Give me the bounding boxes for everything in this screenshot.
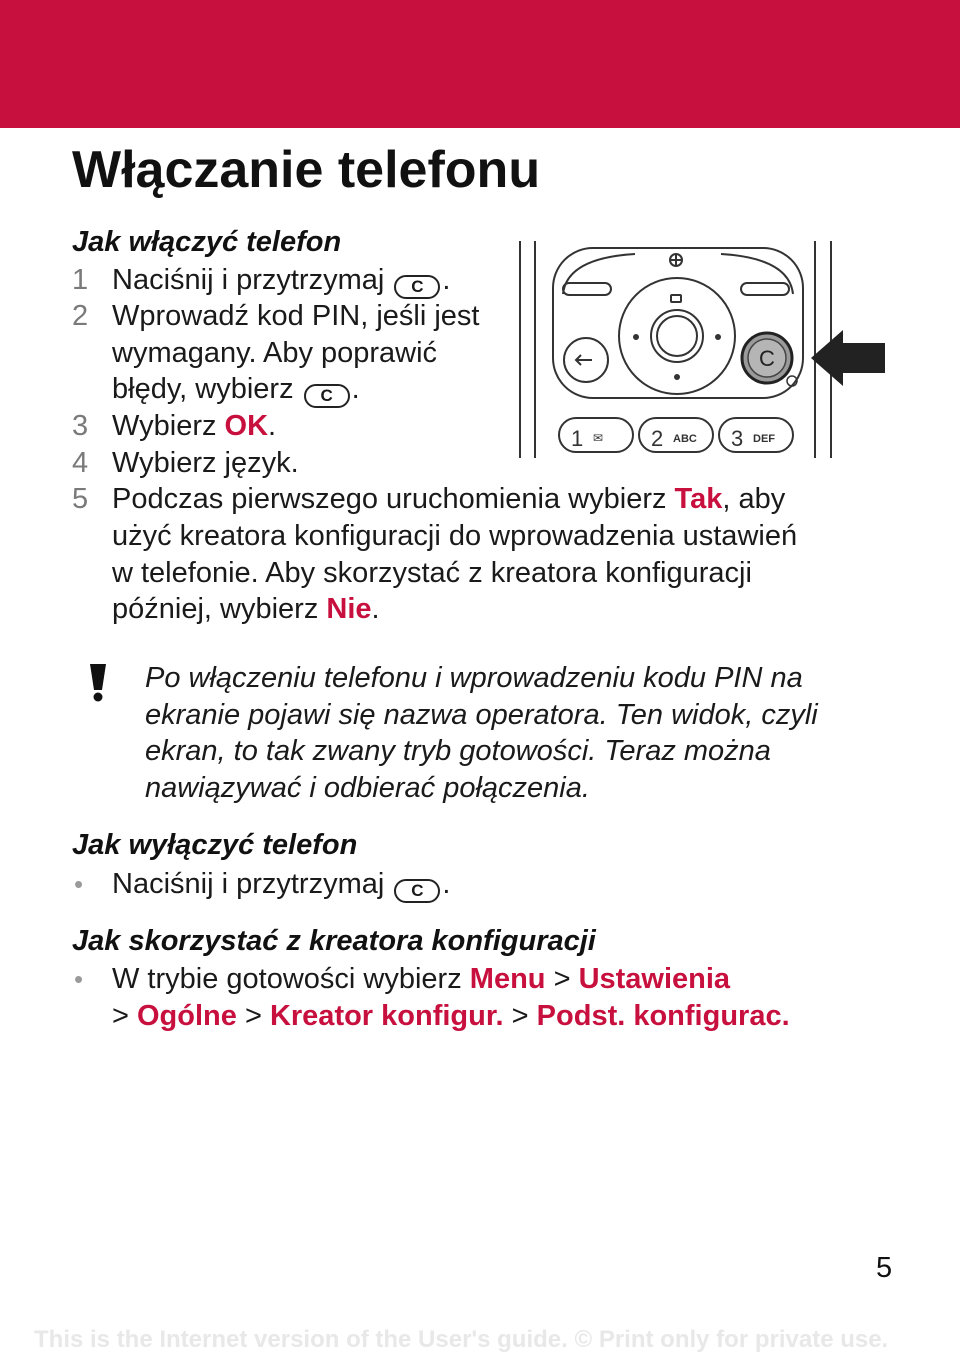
step-5-line-1: Podczas pierwszego uruchomienia wybierz Tak, aby bbox=[112, 483, 786, 515]
step-1: Naciśnij i przytrzymaj C . bbox=[112, 262, 450, 299]
section-heading-wizard: Jak skorzystać z kreatora konfiguracji bbox=[72, 925, 596, 957]
svg-text:2: 2 bbox=[651, 426, 664, 451]
c-key-icon: C bbox=[394, 879, 440, 903]
voicemail-icon: ✉ bbox=[593, 431, 604, 445]
svg-text:3: 3 bbox=[731, 426, 744, 451]
c-key-icon: C bbox=[304, 384, 350, 408]
step-number: 4 bbox=[72, 447, 89, 479]
c-key bbox=[742, 333, 792, 383]
exclamation-icon bbox=[86, 664, 110, 702]
turn-off-instruction: Naciśnij i przytrzymaj C . bbox=[112, 866, 450, 903]
menu-path-general: Ogólne bbox=[137, 1000, 237, 1032]
step-2-line-2: wymagany. Aby poprawić bbox=[112, 337, 438, 369]
wizard-instruction-line-2: > Ogólne > Kreator konfigur. > Podst. konfigurac. bbox=[112, 1000, 790, 1032]
note-line-1: Po włączeniu telefonu i wprowadzeniu kodu PIN na bbox=[145, 662, 803, 694]
step-number: 3 bbox=[72, 410, 89, 442]
menu-path-settings: Ustawienia bbox=[578, 963, 731, 995]
softkey-nie: Nie bbox=[326, 593, 372, 625]
step-2-line-1: Wprowadź kod PIN, jeśli jest bbox=[112, 300, 480, 332]
bullet: • bbox=[74, 869, 84, 899]
step-5-line-4: później, wybierz Nie. bbox=[112, 593, 380, 625]
note-line-4: nawiązywać i odbierać połączenia. bbox=[145, 772, 590, 804]
step-3: Wybierz OK. bbox=[112, 410, 277, 442]
svg-text:ABC: ABC bbox=[673, 433, 697, 445]
step-number: 2 bbox=[72, 300, 89, 332]
section-heading-turn-off: Jak wyłączyć telefon bbox=[72, 829, 358, 861]
menu-path-menu: Menu bbox=[469, 963, 546, 995]
bullet: • bbox=[74, 964, 84, 994]
header-bar bbox=[0, 0, 960, 128]
softkey-tak: Tak bbox=[674, 483, 723, 515]
c-key-icon: C bbox=[394, 275, 440, 299]
svg-text:C: C bbox=[759, 346, 775, 371]
step-5-line-3: w telefonie. Aby skorzystać z kreatora konfiguracji bbox=[112, 557, 752, 589]
svg-text:1: 1 bbox=[571, 426, 584, 451]
svg-text:DEF: DEF bbox=[753, 433, 775, 445]
step-2-line-3: błędy, wybierz C . bbox=[112, 371, 360, 408]
softkey-ok: OK bbox=[224, 410, 269, 442]
step-4: Wybierz język. bbox=[112, 447, 299, 479]
footer-notice: This is the Internet version of the User's guide. © Print only for private use. bbox=[34, 1326, 889, 1353]
step-number: 1 bbox=[72, 264, 89, 296]
section-heading-turn-on: Jak włączyć telefon bbox=[72, 226, 342, 258]
page-number: 5 bbox=[876, 1252, 893, 1284]
note-line-2: ekranie pojawi się nazwa operatora. Ten widok, czyli bbox=[145, 699, 818, 731]
arrow-pointer-icon bbox=[811, 330, 885, 386]
note-line-3: ekran, to tak zwany tryb gotowości. Teraz można bbox=[145, 735, 771, 767]
step-5-line-2: użyć kreatora konfiguracji do wprowadzenia ustawień bbox=[112, 520, 798, 552]
step-number: 5 bbox=[72, 483, 89, 515]
phone-keypad-illustration bbox=[515, 236, 895, 466]
page-title: Włączanie telefonu bbox=[72, 141, 541, 199]
menu-path-wizard: Kreator konfigur. bbox=[269, 1000, 504, 1032]
menu-path-basic-setup: Podst. konfigurac. bbox=[536, 1000, 790, 1032]
wizard-instruction-line-1: W trybie gotowości wybierz Menu > Ustawienia bbox=[112, 963, 731, 995]
